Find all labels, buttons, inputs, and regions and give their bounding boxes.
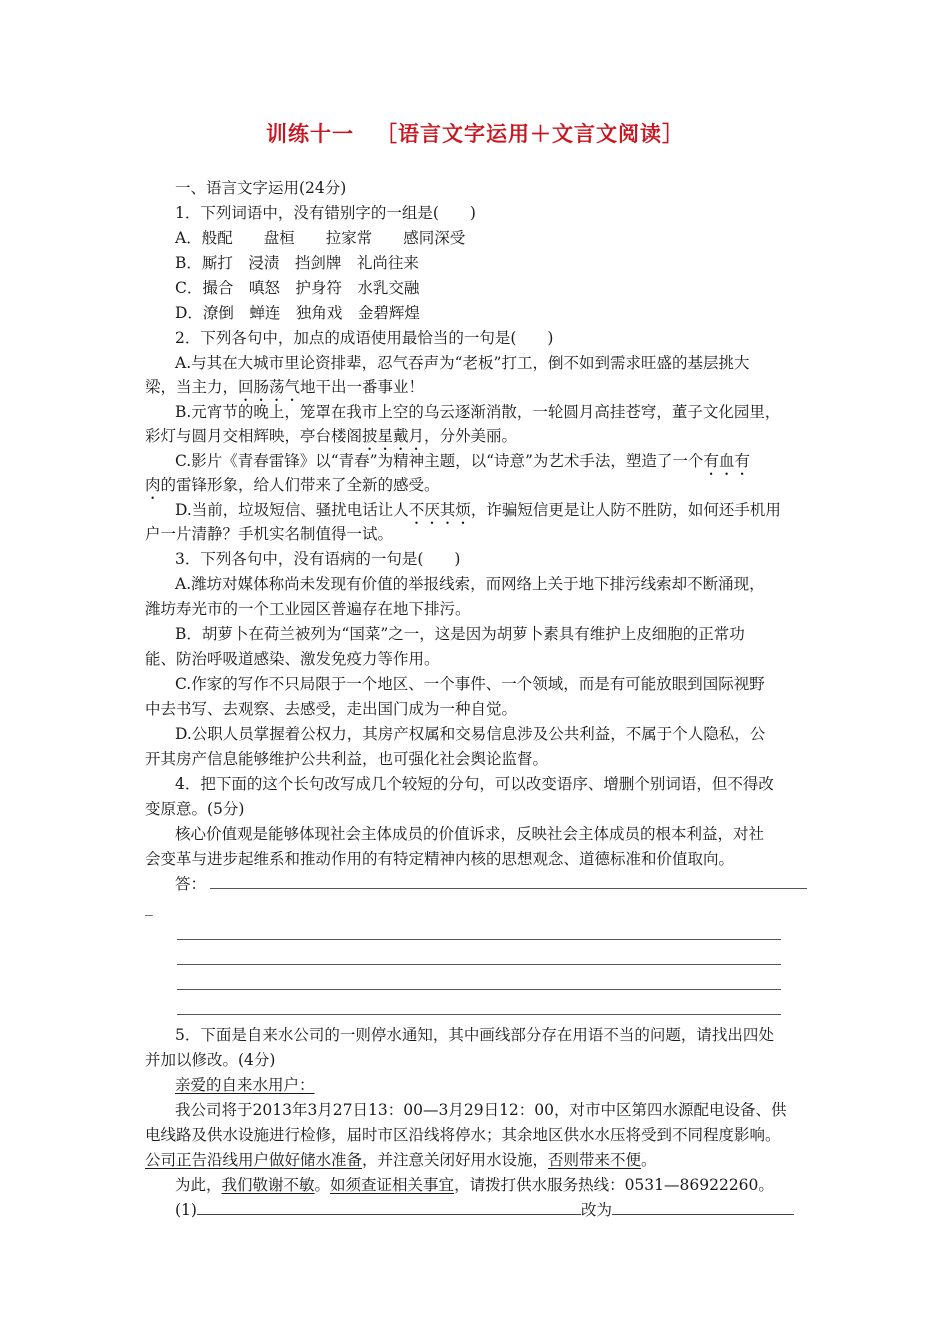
q5-stem-line2: 并加以修改。(4分)	[145, 1051, 276, 1069]
underlined-phrase: 我们敬谢不敏	[221, 1176, 315, 1194]
text-run: 。	[641, 1151, 657, 1169]
title-sub: ［语言文字运用＋文言文阅读］	[376, 122, 684, 146]
notice-greeting	[175, 1075, 315, 1095]
fill-number: (1)	[175, 1201, 197, 1219]
q2-option-a-line1: A.与其在大城市里论资排辈，忍气吞声为“老板”打工，倒不如到需求旺盛的基层挑大	[175, 354, 750, 372]
dotted-idiom: 披星戴月	[362, 427, 425, 445]
text-run: ，诈骗短信更是让人防不胜防，如何还手机用	[470, 501, 781, 519]
text-run: ，请拨打供水服务热线：0531—86922260。	[454, 1176, 774, 1194]
text-run: 地干出一番事业！	[300, 378, 425, 396]
fill-label: 改为	[580, 1201, 612, 1219]
answer-label: 答：	[175, 875, 207, 893]
notice-line4	[175, 1175, 774, 1195]
answer-line-1[interactable]	[210, 888, 807, 889]
q3-stem: 3．下列各句中，没有语病的一句是( )	[175, 550, 461, 568]
q2-option-a-line2	[145, 377, 424, 405]
q1-option-c: C．撮合 嗔怒 护身符 水乳交融	[175, 279, 420, 297]
notice-line3	[145, 1150, 657, 1170]
underlined-phrase: 否则带来不便	[548, 1151, 642, 1169]
answer-line-4[interactable]	[177, 989, 781, 990]
text-run: 为此，	[175, 1176, 222, 1194]
q2-option-d-line2: 户一片清静？手机实名制值得一试。	[145, 525, 394, 543]
answer-line-5[interactable]	[177, 1014, 781, 1015]
text-run: D.当前，垃圾短信、骚扰电话让人	[175, 501, 409, 519]
q5-stem-line1: 5．下面是自来水公司的一则停水通知，其中画线部分存在用语不当的问题，请找出四处	[175, 1026, 774, 1044]
notice-line1: 我公司将于2013年3月27日13：00—3月29日12：00，对市中区第四水源配电设备、供	[175, 1101, 787, 1119]
q1-option-a: A．般配 盘桓 拉家常 感同深受	[175, 229, 466, 247]
underlined-phrase: 亲爱的自来水用户：	[175, 1076, 315, 1094]
underlined-phrase: 如须查证相关事宜	[330, 1176, 455, 1194]
q3-option-d-line2: 开其房产信息能够维护公共利益，也可强化社会舆论监督。	[145, 750, 549, 768]
section-heading: 一、语言文字运用(24分)	[175, 179, 347, 197]
q3-option-a-line1: A.潍坊对媒体称尚未发现有价值的举报线索，而网络上关于地下排污线索却不断涌现，	[175, 575, 765, 593]
dotted-idiom: 不厌其烦	[408, 501, 471, 519]
q4-stem-line2: 变原意。(5分)	[145, 800, 245, 818]
dotted-idiom: 肉	[145, 476, 161, 494]
answer-line-3[interactable]	[177, 964, 781, 965]
q1-option-d: D．潦倒 蝉连 独角戏 金碧辉煌	[175, 304, 420, 322]
answer-line-2[interactable]	[177, 939, 781, 940]
text-run: 的雷锋形象，给人们带来了全新的感受。	[160, 476, 440, 494]
fill-row-1	[175, 1200, 794, 1220]
dotted-idiom: 回肠荡气	[238, 378, 301, 396]
q2-option-b-line2	[145, 426, 517, 454]
page-title	[0, 118, 950, 148]
q2-stem: 2．下列各句中，加点的成语使用最恰当的一句是( )	[175, 329, 554, 347]
fill-blank-revised[interactable]	[612, 1200, 794, 1215]
q2-option-c-line2	[145, 475, 440, 503]
q4-stem-line1: 4．把下面的这个长句改写成几个较短的分句，可以改变语序、增删个别词语，但不得改	[175, 775, 774, 793]
text-run: ，并注意关闭好用水设施，	[362, 1151, 549, 1169]
text-run: 彩灯与圆月交相辉映，亭台楼阁	[145, 427, 363, 445]
q1-stem: 1．下列词语中，没有错别字的一组是( )	[175, 204, 476, 222]
q4-text-line2: 会变革与进步起维系和推动作用的有特定精神内核的思想观念、道德标准和价值取向。	[145, 850, 735, 868]
text-run: 。	[314, 1176, 331, 1194]
q3-option-c-line1: C.作家的写作不只局限于一个地区、一个事件、一个领域，而是有可能放眼到国际视野	[175, 675, 765, 693]
text-run: C.影片《青春雷锋》以“青春”为精神主题，以“诗意”为艺术手法，塑造了一个	[175, 452, 704, 470]
q3-option-a-line2: 潍坊寿光市的一个工业园区普遍存在地下排污。	[145, 600, 471, 618]
fill-blank-original[interactable]	[197, 1200, 581, 1215]
q3-option-b-line1: B．胡萝卜在荷兰被列为“国菜”之一，这是因为胡萝卜素具有维护上皮细胞的正常功	[175, 625, 745, 643]
q3-option-d-line1: D.公职人员掌握着公权力，其房产权属和交易信息涉及公共利益，不属于个人隐私，公	[175, 725, 766, 743]
q3-option-c-line2: 中去书写、去观察、去感受，走出国门成为一种自觉。	[145, 700, 518, 718]
q1-option-b: B．厮打 浸渍 挡剑牌 礼尚往来	[175, 254, 419, 272]
q3-option-b-line2: 能、防治呼吸道感染、激发免疫力等作用。	[145, 650, 440, 668]
title-main: 训练十一	[266, 122, 354, 146]
text-run: 梁，当主力，	[145, 378, 239, 396]
notice-line2: 电线路及供水设施进行检修，届时市区沿线将停水；其余地区供水水压将受到不同程度影响。	[145, 1126, 781, 1144]
answer-dash: _	[145, 898, 153, 916]
text-run: ，分外美丽。	[424, 427, 518, 445]
dotted-idiom: 有血有	[703, 452, 750, 470]
q4-text-line1: 核心价值观是能够体现社会主体成员的价值诉求，反映社会主体成员的根本利益，对社	[175, 825, 765, 843]
q2-option-b-line1: B.元宵节的晚上，笼罩在我市上空的乌云逐渐消散，一轮圆月高挂苍穹，董子文化园里，	[175, 403, 781, 421]
underlined-phrase: 公司正告沿线用户做好储水准备	[145, 1151, 363, 1169]
